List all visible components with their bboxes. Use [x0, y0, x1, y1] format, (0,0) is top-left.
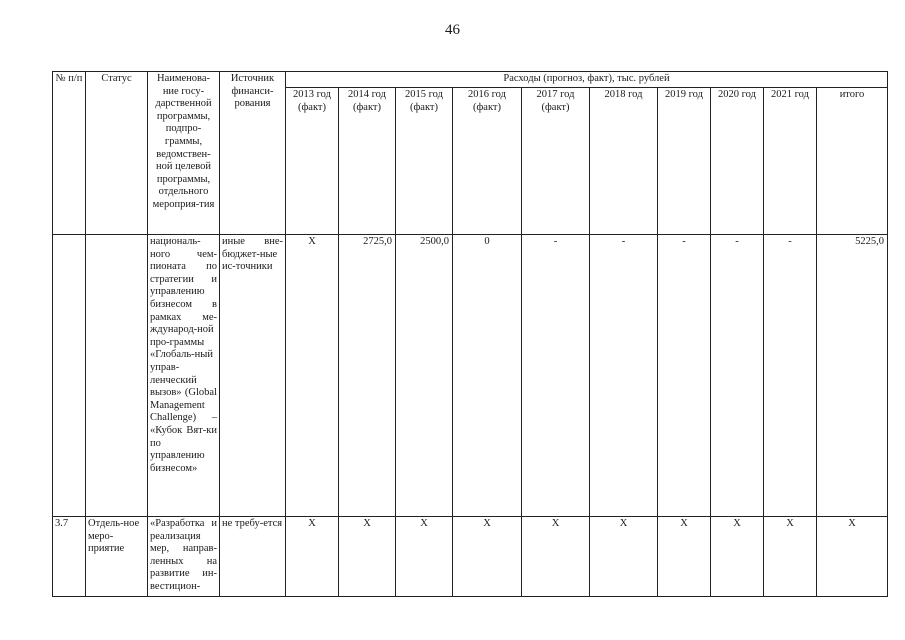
header-year-2016: 2016 год (факт) [453, 88, 522, 235]
row-status [86, 235, 148, 517]
value-2020: X [711, 517, 764, 597]
value-2020: - [711, 235, 764, 517]
budget-table [52, 71, 888, 597]
header-source: Источник финанси-рования [220, 72, 286, 235]
row-status: Отдель-ное меро-приятие [86, 517, 148, 597]
header-year-2021: 2021 год [764, 88, 817, 235]
value-total: 5225,0 [817, 235, 888, 517]
value-2021: - [764, 235, 817, 517]
header-year-2013: 2013 год (факт) [286, 88, 339, 235]
header-year-2018: 2018 год [590, 88, 658, 235]
header-expenses: Расходы (прогноз, факт), тыс. рублей [286, 72, 888, 88]
value-2016: 0 [453, 235, 522, 517]
row-source: не требу-ется [220, 517, 286, 597]
value-2019: X [658, 517, 711, 597]
value-2018: X [590, 517, 658, 597]
header-year-2017: 2017 год (факт) [522, 88, 590, 235]
value-2016: X [453, 517, 522, 597]
table-row [53, 517, 888, 597]
row-num: 3.7 [53, 517, 86, 597]
table-row [53, 235, 888, 517]
header-row-top [53, 72, 888, 88]
value-2014: 2725,0 [339, 235, 396, 517]
value-total: X [817, 517, 888, 597]
header-name: Наименова-ние госу-дарственной программы, подпро-граммы, ведомствен-ной целевой программы, отдельного мероприя-тия [148, 72, 220, 235]
value-2014: X [339, 517, 396, 597]
header-year-2020: 2020 год [711, 88, 764, 235]
header-status: Статус [86, 72, 148, 235]
page-number: 46 [445, 22, 460, 38]
header-year-2019: 2019 год [658, 88, 711, 235]
row-name: «Разработка и реализация мер, направ-ленных на развитие ин-вестицион- [148, 517, 220, 597]
value-2013: X [286, 517, 339, 597]
header-total: итого [817, 88, 888, 235]
value-2021: X [764, 517, 817, 597]
header-num: № п/п [53, 72, 86, 235]
value-2017: X [522, 517, 590, 597]
value-2015: X [396, 517, 453, 597]
value-2019: - [658, 235, 711, 517]
value-2018: - [590, 235, 658, 517]
value-2013: X [286, 235, 339, 517]
header-year-2014: 2014 год (факт) [339, 88, 396, 235]
row-source: иные вне-бюджет-ные ис-точники [220, 235, 286, 517]
value-2017: - [522, 235, 590, 517]
header-year-2015: 2015 год (факт) [396, 88, 453, 235]
row-name: националь-ного чем-пионата по стратегии и управлению бизнесом в рамках ме-ждународ-ной про-граммы «Глобаль-ный управ-ленческий вызов» (Global Management Challenge) – «Кубок Вят-ки по управлению бизнесом» [148, 235, 220, 517]
value-2015: 2500,0 [396, 235, 453, 517]
row-num [53, 235, 86, 517]
